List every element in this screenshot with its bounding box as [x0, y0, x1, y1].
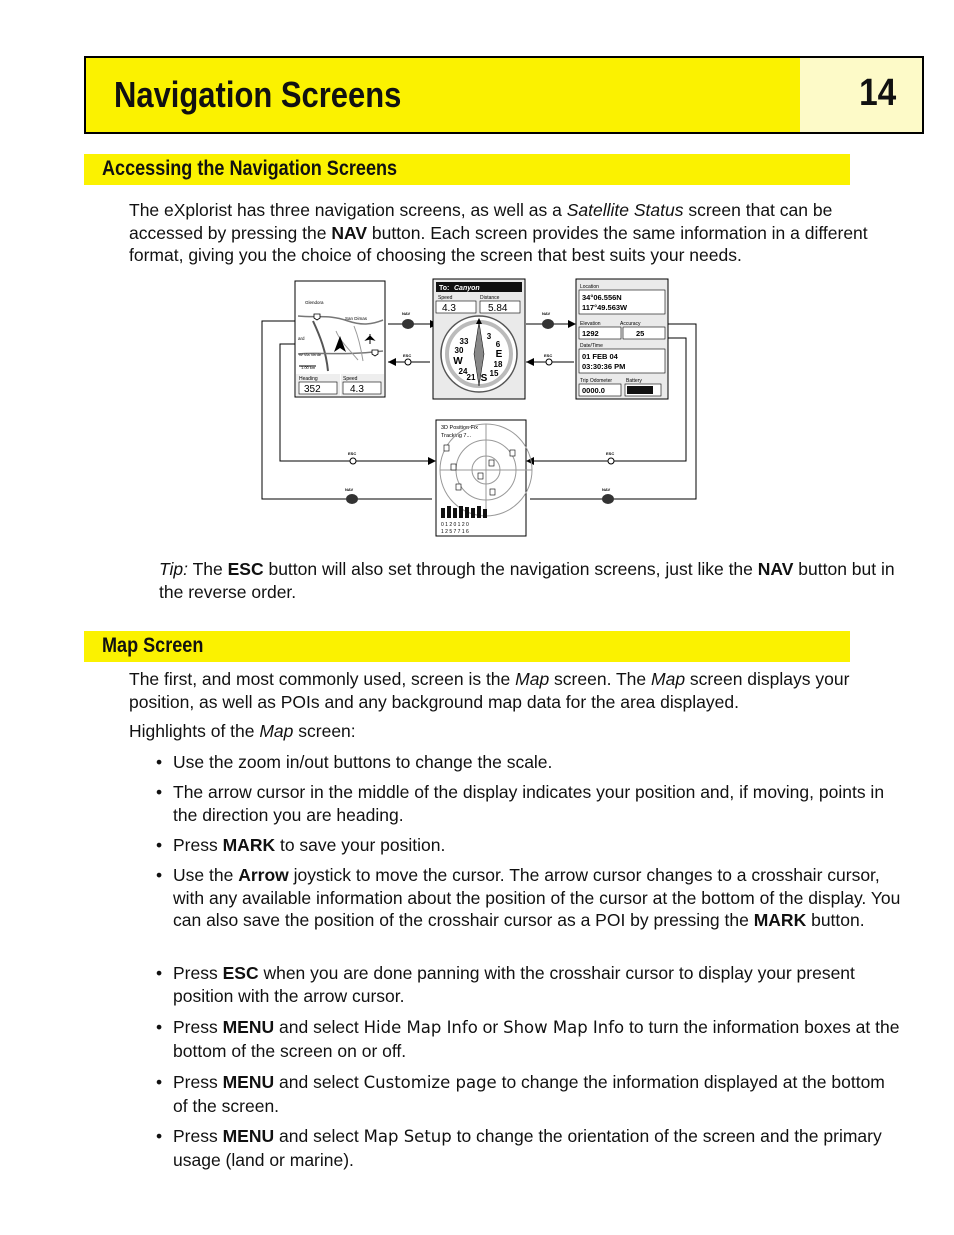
accuracy-label: Accuracy	[620, 321, 641, 327]
bullet-icon: •	[156, 752, 163, 772]
map-town-label: Glendora	[305, 300, 324, 305]
dial-label: 15	[489, 369, 499, 378]
text: to change the orientation of the screen and the primary usage (land or marine).	[173, 1126, 882, 1170]
map-intro-paragraph	[129, 668, 899, 713]
dial-label: S	[480, 373, 488, 384]
nav-button-icon	[542, 311, 554, 329]
text: screen that can be accessed by pressing the	[129, 200, 833, 243]
button-label: ESC	[544, 353, 553, 358]
arrow-head	[388, 358, 396, 366]
dial-label: E	[495, 349, 503, 360]
text-bold: MARK	[222, 835, 276, 855]
text: and select	[274, 1072, 364, 1092]
text: when you are done panning with the crosshair cursor to display your present position with the arrow cursor.	[173, 963, 855, 1006]
bullet-icon: •	[156, 963, 163, 983]
text-bold: MARK	[753, 910, 807, 930]
map-screen-thumbnail	[295, 281, 385, 397]
datetime-label: Date/Time	[580, 343, 603, 349]
tip-label: Tip:	[159, 559, 189, 579]
tracking-status: Tracking 7...	[441, 433, 472, 439]
text-bold: MENU	[222, 1017, 275, 1037]
destination-name: Canyon	[454, 285, 480, 292]
longitude-value: 117°49.563W	[582, 303, 628, 312]
button-label: ESC	[348, 451, 357, 456]
text: Press	[173, 835, 223, 855]
section-heading-bar	[84, 631, 850, 662]
bar-numbers: 1 2 5 7 7 1 6	[441, 529, 469, 535]
elevation-value: 1292	[582, 329, 599, 338]
diagram-svg	[258, 276, 698, 538]
latitude-value: 34°06.556N	[582, 293, 622, 302]
list-item-text	[173, 834, 901, 857]
text-italic: Map	[651, 669, 686, 689]
list-item-text	[173, 1071, 901, 1117]
button-label: NAV	[542, 311, 551, 316]
text: and select	[274, 1017, 364, 1037]
text-bold: ESC	[227, 559, 264, 579]
chapter-title: Navigation Screens	[114, 74, 402, 115]
button-label: NAV	[402, 311, 411, 316]
list-item-text	[173, 962, 901, 1007]
section-heading-bar	[84, 154, 850, 185]
dial-label: 30	[454, 346, 464, 355]
navigation-screens-diagram	[258, 276, 698, 538]
map-town-label: San Dimas	[345, 316, 368, 321]
text: Press	[173, 1072, 223, 1092]
compass-screen-thumbnail	[433, 279, 525, 399]
dial-label: 21	[466, 373, 476, 382]
text: Highlights of the	[129, 721, 260, 741]
menu-option: Show Map Info	[503, 1018, 625, 1037]
text-bold: NAV	[757, 559, 794, 579]
text-bold: MENU	[222, 1072, 275, 1092]
text: button will also set through the navigation screens, just like the	[263, 559, 758, 579]
text-italic: Satellite Status	[566, 200, 684, 220]
satellite-icon	[489, 460, 494, 466]
esc-button-icon	[606, 451, 614, 464]
list-item-text	[173, 1016, 901, 1062]
text: The eXplorist has three navigation screens, as well as a	[129, 200, 567, 220]
text: to turn the information boxes at the bottom of the screen on or off.	[173, 1017, 900, 1061]
text: The	[188, 559, 228, 579]
text: Press	[173, 1126, 223, 1146]
arrow-head	[526, 358, 534, 366]
list-item-text: The arrow cursor in the middle of the display indicates your position and, if moving, points in the direction you are heading.	[173, 782, 885, 825]
list-item-text	[173, 1125, 901, 1171]
heading-label: Heading	[299, 376, 318, 382]
nav-button-icon	[602, 487, 614, 504]
satellite-icon	[456, 484, 461, 490]
text: Press	[173, 1017, 223, 1037]
text-italic: Map	[259, 721, 294, 741]
distance-label: Distance	[480, 295, 500, 301]
bullet-icon: •	[156, 1072, 163, 1092]
button-label: NAV	[602, 487, 611, 492]
text: and select	[274, 1126, 364, 1146]
fix-status: 3D Position Fix	[441, 425, 478, 431]
chapter-number: 14	[858, 72, 896, 114]
intro-paragraph	[129, 199, 899, 267]
menu-option: Map Setup	[363, 1127, 452, 1146]
text-bold: Arrow	[238, 865, 289, 885]
map-scale-label: 1.00 km	[301, 365, 316, 370]
list-item-text	[173, 864, 901, 932]
battery-label: Battery	[626, 378, 642, 384]
text-bold: MENU	[222, 1126, 275, 1146]
text: to change the information displayed at the bottom of the screen.	[173, 1072, 885, 1116]
text: Use the	[173, 865, 239, 885]
bullet-icon: •	[156, 1126, 163, 1146]
arrow-head	[568, 320, 576, 328]
text: or	[477, 1017, 504, 1037]
esc-button-icon	[544, 353, 552, 365]
time-value: 03:30:36 PM	[582, 362, 626, 371]
chapter-number-box	[800, 58, 922, 132]
map-road-label: W Via Verde	[299, 352, 322, 357]
button-label: ESC	[403, 353, 412, 358]
esc-button-icon	[348, 451, 356, 464]
dial-label: 33	[459, 337, 469, 346]
section-heading: Accessing the Navigation Screens	[102, 157, 398, 180]
dial-label: W	[453, 356, 463, 367]
nav-button-icon	[345, 487, 358, 504]
location-label: Location	[580, 284, 599, 290]
heading-value: 352	[304, 384, 321, 395]
satellite-icon	[451, 464, 456, 470]
nav-button-icon	[402, 311, 414, 329]
text: screen:	[293, 721, 356, 741]
odometer-label: Trip Odometer	[580, 378, 613, 384]
map-town-label: ard	[298, 336, 305, 341]
dial-label: 24	[458, 367, 468, 376]
highlights-intro	[129, 720, 899, 743]
data-screen-thumbnail	[576, 279, 668, 399]
menu-option: Hide Map Info	[363, 1018, 478, 1037]
satellite-screen-thumbnail	[436, 420, 532, 536]
text: button but in the reverse order.	[159, 559, 895, 602]
speed-label: Speed	[438, 295, 453, 301]
list-item-text: Use the zoom in/out buttons to change the scale.	[173, 752, 553, 772]
text: to save your position.	[275, 835, 446, 855]
text: The first, and most commonly used, screen is the	[129, 669, 516, 689]
tip-paragraph	[159, 558, 899, 603]
esc-button-icon	[403, 353, 411, 365]
bar-numbers: 0 1 2 0 1 2 0	[441, 522, 469, 528]
text-italic: Map	[515, 669, 550, 689]
dial-label: 3	[486, 332, 492, 341]
speed-value: 4.3	[350, 384, 364, 395]
elevation-label: Elevation	[580, 321, 601, 327]
section-heading: Map Screen	[102, 634, 204, 657]
dial-label: 18	[493, 360, 503, 369]
accuracy-value: 25	[636, 329, 645, 338]
button-label: NAV	[345, 487, 354, 492]
menu-option: Customize page	[363, 1073, 497, 1092]
satellite-icon	[490, 489, 495, 495]
bullet-icon: •	[156, 1017, 163, 1037]
text-bold: NAV	[331, 222, 367, 243]
bullet-icon: •	[156, 865, 163, 885]
text: screen displays your position, as well as POIs and any background map data for the area displayed.	[129, 669, 850, 712]
speed-value: 4.3	[442, 303, 456, 314]
bullet-icon: •	[156, 835, 163, 855]
odometer-value: 0000.0	[582, 386, 605, 395]
arrow-head	[428, 457, 436, 465]
speed-label: Speed	[343, 376, 358, 382]
chapter-header	[84, 56, 924, 134]
satellite-icon	[444, 445, 449, 451]
text: joystick to move the cursor. The arrow cursor changes to a crosshair cursor, with any available information about the position of the cursor at the bottom of the display. You can also save the position of the crosshair cursor as a POI by pressing the	[173, 865, 901, 930]
distance-value: 5.84	[488, 303, 508, 314]
text: button. Each screen provides the same information in a different format, giving you the choice of choosing the screen that best suits your needs.	[129, 222, 868, 265]
text: Press	[173, 963, 223, 983]
button-label: ESC	[606, 451, 615, 456]
bullet-icon: •	[156, 782, 163, 802]
satellite-icon	[478, 473, 483, 479]
to-label: To:	[439, 285, 450, 292]
text: screen. The	[549, 669, 652, 689]
text-bold: ESC	[222, 963, 259, 983]
dial-label: 6	[495, 340, 501, 349]
date-value: 01 FEB 04	[582, 352, 618, 361]
text: button.	[806, 910, 865, 930]
satellite-icon	[510, 450, 515, 456]
